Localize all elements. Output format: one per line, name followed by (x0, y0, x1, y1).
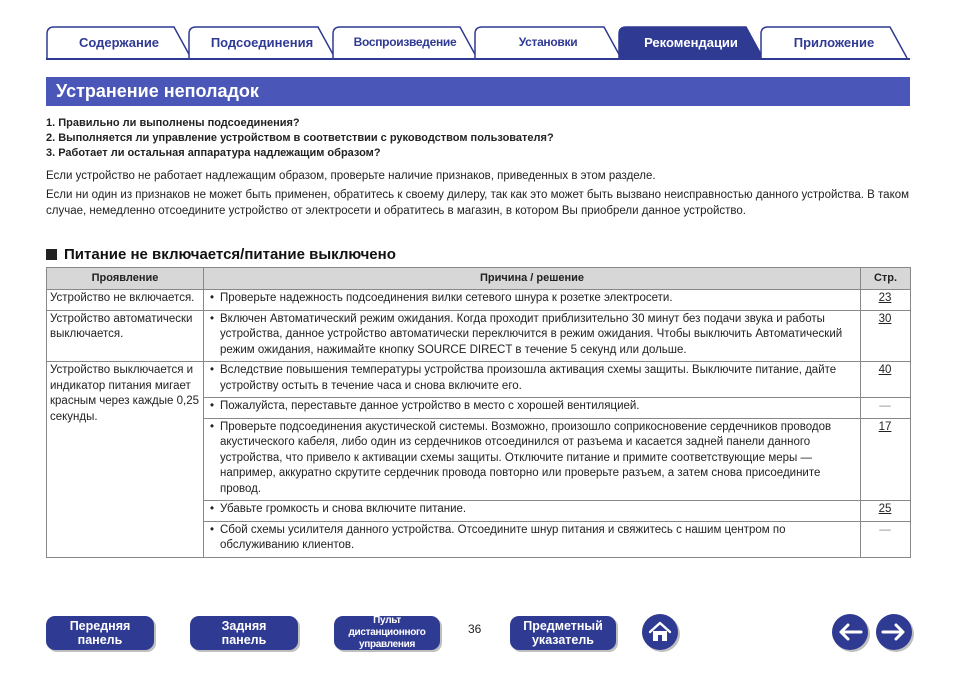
button-label: Задняя (221, 619, 267, 633)
tab-label: Воспроизведение (353, 35, 457, 49)
page-title: Устранение неполадок (56, 81, 259, 101)
arrow-right-icon (881, 622, 907, 642)
tab-connections[interactable] (188, 26, 336, 58)
tab-label: Рекомендации (644, 34, 738, 50)
page-dash: — (879, 523, 891, 536)
checklist-item: 2. Выполняется ли управление устройством в соответствии с руководством пользователя? (46, 132, 554, 144)
page-cell (861, 501, 911, 522)
page-link[interactable]: 23 (878, 292, 892, 304)
symptom-cell: Устройство автоматически выключается. (47, 310, 204, 362)
tab-label: Подсоединения (210, 34, 314, 50)
tab-label: Установки (518, 35, 578, 49)
checklist-item: 3. Работает ли остальная аппаратура надлежащим образом? (46, 147, 381, 159)
tab-baseline (46, 58, 910, 60)
tab-playback[interactable] (332, 26, 478, 58)
page-title-bar (46, 77, 910, 106)
cause-cell: • Проверьте подсоединения акустической системы. Возможно, произошло соприкосновение сердечников проводов акустического кабеля, либо один из сердечников отсоединился от разъема и касается задней панели данного устройства, что привело к активации схемы защиты. Отключите питание и примите соответствующие меры — например, аккуратно скрутите сердечник провода повторно или проверьте разъем, а затем снова присоедините провод. (204, 418, 861, 501)
intro-paragraph: Если ни один из признаков не может быть применен, обратитесь к своему дилеру, так как это может быть вызвано неисправностью данного устройства. В таком случае, немедленно отсоедините устройство от электросети и обратитесь в магазин, в котором Вы приобрели данное устройство. (46, 189, 910, 217)
square-bullet-icon (46, 249, 57, 260)
tab-bar (46, 26, 910, 60)
index-button[interactable] (510, 616, 616, 650)
page-link[interactable]: 25 (878, 503, 892, 515)
symptom-cell: Устройство не включается. (47, 290, 204, 311)
remote-control-button[interactable] (334, 616, 440, 650)
button-label: указатель (531, 633, 594, 647)
cause-cell: • Сбой схемы усилителя данного устройства. Отсоедините шнур питания и свяжитесь с нашим центром по обслуживанию клиентов. (204, 521, 861, 557)
page-dash: — (879, 400, 891, 412)
front-panel-button[interactable] (46, 616, 154, 650)
page-number: 36 (468, 622, 482, 636)
page-link[interactable]: 30 (878, 312, 892, 325)
tab-contents[interactable] (46, 26, 192, 58)
tab-appendix[interactable] (760, 26, 908, 58)
header-symptom: Проявление (47, 268, 204, 290)
cause-cell: • Пожалуйста, переставьте данное устройство в место с хорошей вентиляцией. (204, 398, 861, 419)
checklist (46, 116, 910, 161)
previous-page-button[interactable] (832, 614, 868, 650)
cause-cell: • Проверьте надежность подсоединения вилки сетевого шнура к розетке электросети. (204, 290, 861, 311)
header-cause: Причина / решение (204, 268, 861, 290)
tab-tips[interactable] (618, 26, 764, 58)
header-page: Стр. (861, 268, 911, 290)
cause-cell: • Включен Автоматический режим ожидания. Когда проходит приблизительно 30 минут без подачи звука и работы устройства, данное устройство автоматически переключится в режим ожидания. Чтобы выключить Автоматический режим ожидания, нажимайте кнопку SOURCE DIRECT в течение 5 секунд или дольше. (204, 310, 861, 362)
cause-cell: • Вследствие повышения температуры устройства произошла активация схемы защиты. Выключите питание, дайте устройству остыть в течение часа и снова включите его. (204, 362, 861, 398)
section-title: Питание не включается/питание выключено (64, 246, 396, 263)
intro-paragraph: Если устройство не работает надлежащим образом, проверьте наличие признаков, приведенных в этом разделе. (46, 170, 656, 182)
button-label: Передняя (69, 619, 131, 633)
section-heading (46, 246, 396, 263)
tab-label: Приложение (793, 34, 875, 50)
page-link[interactable]: 17 (878, 420, 892, 433)
troubleshooting-table (46, 267, 911, 558)
button-label: Предметный (523, 619, 603, 633)
page-cell (861, 418, 911, 501)
page-link[interactable]: 40 (878, 364, 892, 376)
page-cell (861, 362, 911, 398)
table-row (47, 290, 911, 311)
page-cell (861, 398, 911, 419)
rear-panel-button[interactable] (190, 616, 298, 650)
tab-label: Содержание (78, 34, 160, 50)
checklist-item: 1. Правильно ли выполнены подсоединения? (46, 117, 300, 129)
arrow-left-icon (837, 622, 863, 642)
page-cell (861, 290, 911, 311)
button-label: панель (77, 633, 123, 647)
button-label: управления (358, 639, 416, 650)
table-row (47, 310, 911, 362)
symptom-cell: Устройство выключается и индикатор питания мигает красным через каждые 0,25 секунды. (47, 362, 204, 558)
table-row (47, 362, 911, 398)
cause-cell: • Убавьте громкость и снова включите питание. (204, 501, 861, 522)
table-header-row (47, 268, 911, 290)
next-page-button[interactable] (876, 614, 912, 650)
tab-settings[interactable] (474, 26, 622, 58)
page-cell (861, 521, 911, 557)
button-label: панель (221, 633, 267, 647)
button-label: Пульт дистанционного (348, 615, 426, 638)
home-icon (648, 621, 672, 643)
page-cell (861, 310, 911, 362)
home-button[interactable] (642, 614, 678, 650)
